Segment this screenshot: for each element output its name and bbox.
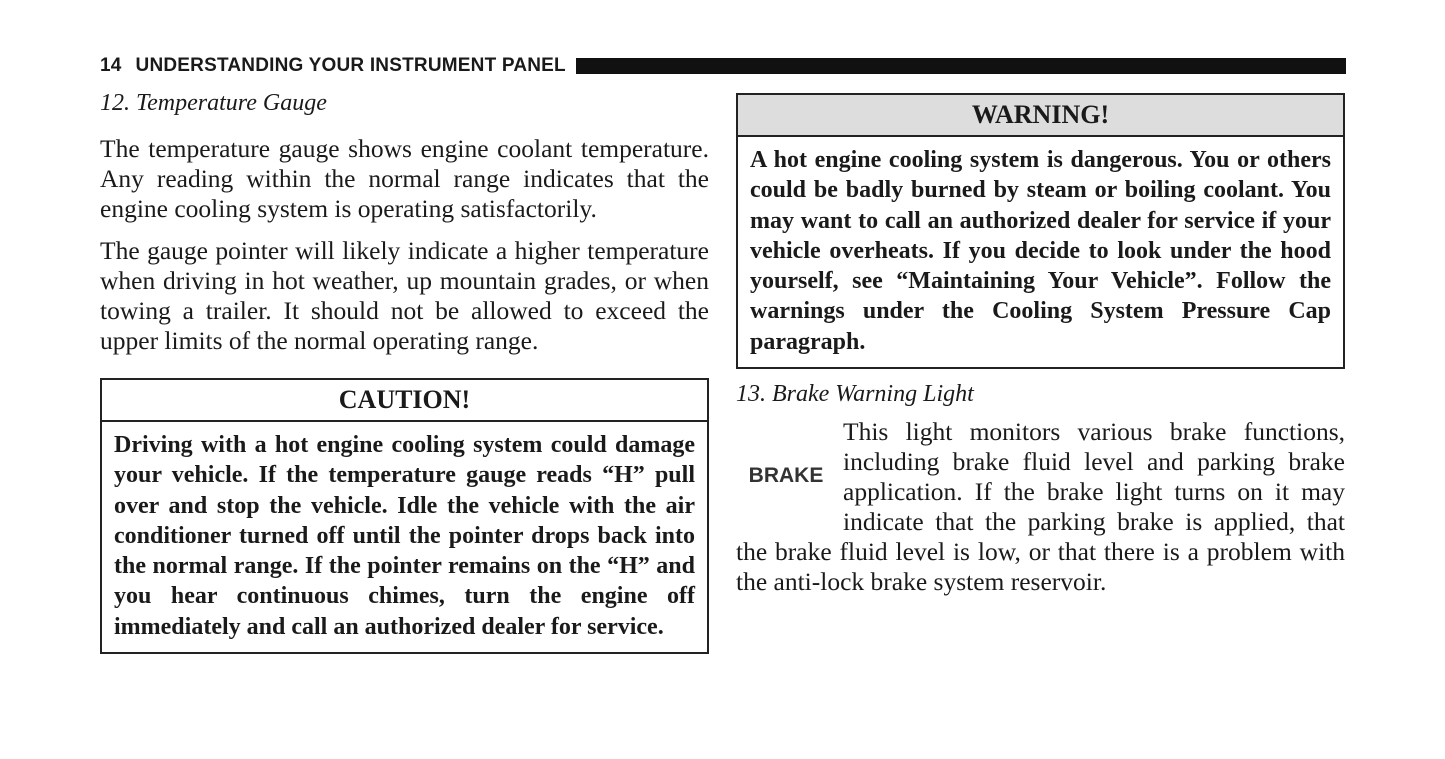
warning-body: A hot engine cooling system is dangerous. You or others could be badly burned by steam or boiling coolant. You may want to call an authorized dealer for service if your vehicle overheats. If you decide to look under the hood yourself, see “Maintaining Your Vehicle”. Follow the warnings under the Cooling System Pressure Cap paragraph. [750, 147, 1331, 355]
brake-warning-heading: 13. Brake Warning Light [736, 381, 974, 408]
brake-warning-light-icon: BRAKE [748, 464, 824, 488]
temperature-paragraph-1: The temperature gauge shows engine coolant temperature. Any reading within the normal range indicates that the engine cooling system is operating satisfactorily. [100, 134, 709, 223]
caution-body: Driving with a hot engine cooling system could damage your vehicle. If the temperature gauge reads “H” pull over and stop the vehicle. Idle the vehicle with the air conditioner turned off until the pointer drops back into the normal range. If the pointer remains on the “H” and you hear continuous chimes, turn the engine off immediately and call an authorized dealer for service. [114, 432, 695, 640]
temperature-gauge-heading: 12. Temperature Gauge [100, 90, 327, 116]
warning-box [736, 93, 1345, 369]
warning-title: WARNING! [738, 95, 1343, 137]
header-rule [576, 58, 1346, 74]
page-header [100, 54, 1346, 78]
page-number: 14 [100, 55, 122, 76]
brake-paragraph: This light monitors various brake functions, including brake fluid level and parking brake application. If the brake light turns on it may indicate that the parking brake is applied, that the brake fluid level is low, or that there is a problem with the anti-lock brake system reservoir. [736, 417, 1345, 597]
right-column [736, 93, 1345, 609]
temperature-paragraph-2: The gauge pointer will likely indicate a higher temperature when driving in hot weather, up mountain grades, or when towing a trailer. It should not be allowed to exceed the upper limits of the normal operating range. [100, 236, 709, 355]
caution-box [100, 378, 709, 654]
section-title: UNDERSTANDING YOUR INSTRUMENT PANEL [135, 55, 566, 76]
caution-title: CAUTION! [102, 380, 707, 422]
left-column [100, 88, 709, 654]
